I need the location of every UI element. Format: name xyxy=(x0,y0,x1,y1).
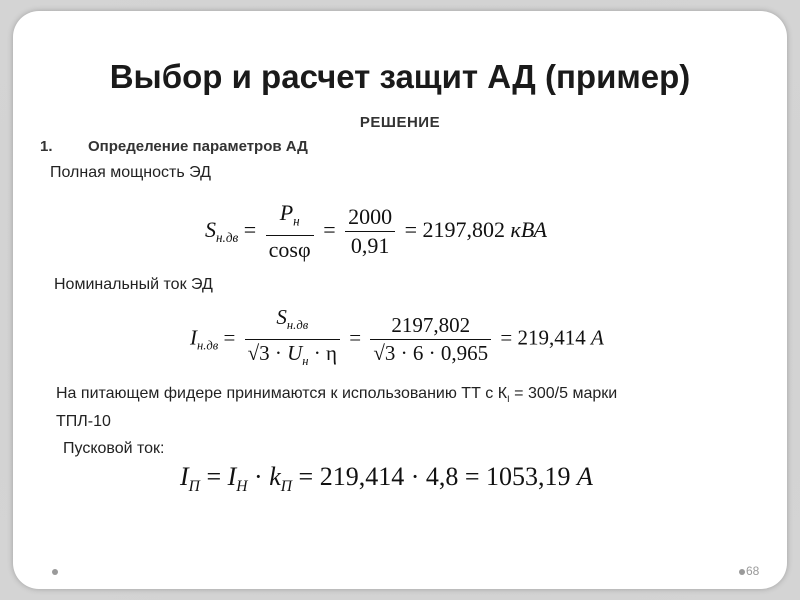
formula2-den1-post: · η xyxy=(308,341,338,366)
formula1-lhs: S xyxy=(205,216,216,242)
label-full-power: Полная мощность ЭД xyxy=(50,164,211,181)
formula2-frac2 xyxy=(370,313,491,366)
formula3-mult: · xyxy=(247,462,270,491)
formula1-den1: cosφ xyxy=(268,237,311,263)
feeder-line2: ТПЛ-10 xyxy=(56,413,111,431)
formula1-lhs-sub: н.дв xyxy=(216,230,239,246)
section-heading xyxy=(40,138,308,155)
formula1-frac1 xyxy=(266,200,314,263)
bullet-right-icon xyxy=(739,569,745,575)
formula1-frac2 xyxy=(345,204,395,259)
formula3-eq1: = xyxy=(199,462,228,491)
formula3-lhs: I xyxy=(180,462,189,491)
formula3-rhs-k: k xyxy=(269,462,281,491)
formula2-eq1: = xyxy=(223,325,236,350)
formula1-num1-sub: н xyxy=(293,213,300,229)
formula2-den2: √3 · 6 · 0,965 xyxy=(373,341,489,366)
formula2-num1-sub: н.дв xyxy=(286,318,309,333)
formula2-lhs: I xyxy=(190,325,197,350)
formula2-lhs-sub: н.дв xyxy=(197,338,219,353)
bullet-left-icon xyxy=(52,569,58,575)
feeder-sub: I xyxy=(507,394,510,406)
formula3-rhs-I-sub: Н xyxy=(236,478,248,496)
section-title: Определение параметров АД xyxy=(88,138,308,155)
slide-subtitle: РЕШЕНИЕ xyxy=(359,114,441,131)
formula3-rhs-k-sub: П xyxy=(280,478,293,496)
section-number: 1. xyxy=(40,138,53,155)
label-rated-current: Номинальный ток ЭД xyxy=(54,276,213,293)
formula2-num2: 2197,802 xyxy=(370,313,491,340)
formula-rated-current xyxy=(190,305,604,374)
slide-canvas xyxy=(13,11,787,589)
feeder-line1-end: = 300/5 марки xyxy=(509,385,618,402)
formula1-num2: 2000 xyxy=(345,204,395,232)
formula2-num1: S xyxy=(276,305,287,329)
formula1-result: = 2197,802 xyxy=(404,216,506,242)
page-number: 68 xyxy=(746,564,760,578)
formula1-num1: P xyxy=(279,200,294,225)
formula2-den1-pre: √3 · xyxy=(247,341,288,366)
formula1-unit: кВА xyxy=(510,216,547,242)
formula1-eq1: = xyxy=(243,216,257,242)
feeder-text xyxy=(56,383,617,433)
formula2-eq2: = xyxy=(349,325,362,350)
formula1-den2: 0,91 xyxy=(350,233,390,259)
formula2-den1-U: U xyxy=(287,341,303,366)
formula3-rhs-I: I xyxy=(227,462,237,491)
formula2-result: = 219,414 xyxy=(500,325,586,350)
label-starting-current: Пусковой ток: xyxy=(63,440,165,457)
formula-full-power xyxy=(205,200,547,263)
feeder-line1: На питающем фидере принимаются к использованию ТТ с К xyxy=(56,385,508,402)
formula3-unit: А xyxy=(577,462,593,491)
formula-starting-current xyxy=(180,462,593,496)
formula3-lhs-sub: П xyxy=(188,478,200,496)
formula2-frac1 xyxy=(245,305,340,374)
formula2-unit: А xyxy=(590,325,604,350)
formula2-den1-U-sub: н xyxy=(302,354,309,369)
formula3-tail: = 219,414 · 4,8 = 1053,19 xyxy=(292,462,571,491)
slide-title: Выбор и расчет защит АД (пример) xyxy=(109,58,691,95)
formula1-eq2: = xyxy=(323,216,336,242)
